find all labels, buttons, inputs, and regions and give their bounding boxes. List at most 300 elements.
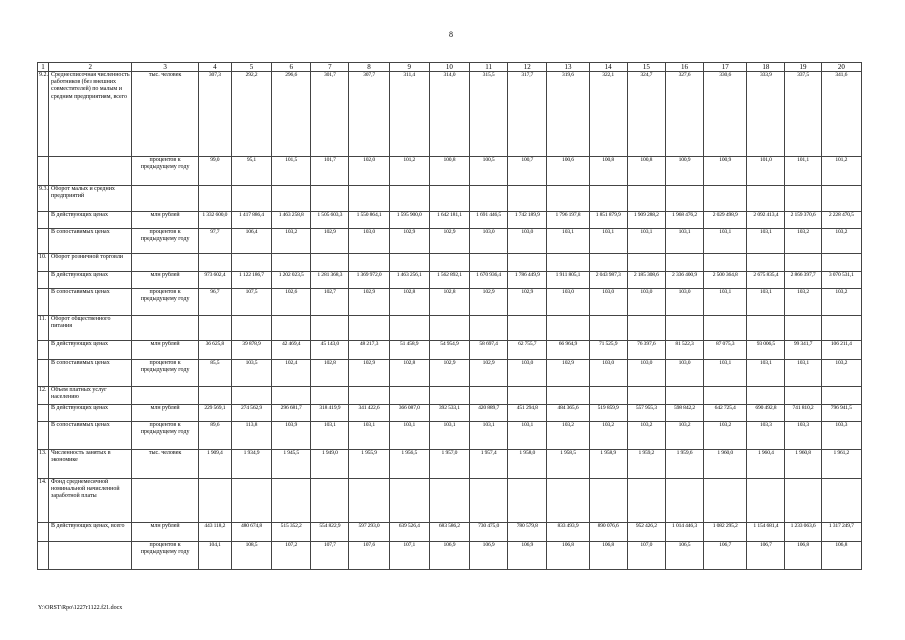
value-cell: 103,2: [704, 422, 747, 450]
value-cell: 39 878,9: [231, 341, 271, 360]
value-cell: [747, 387, 785, 405]
row-unit: тыс. человек: [132, 450, 198, 479]
value-cell: 102,9: [349, 289, 389, 316]
value-cell: [470, 316, 508, 341]
value-cell: 1 670 936,4: [470, 272, 508, 289]
value-cell: 42 469,4: [272, 341, 311, 360]
value-cell: 106,9: [429, 542, 469, 570]
value-cell: 307,3: [198, 72, 231, 157]
value-cell: 1 154 681,4: [747, 523, 785, 542]
row-label: В действующих ценах: [49, 405, 132, 422]
value-cell: 102,9: [311, 229, 349, 254]
value-cell: 100,8: [429, 157, 469, 186]
value-cell: 330,6: [704, 72, 747, 157]
value-cell: 1 851 879,9: [589, 212, 627, 229]
value-cell: 2 336 400,9: [665, 272, 703, 289]
value-cell: [747, 186, 785, 212]
value-cell: [589, 186, 627, 212]
row-number: [38, 542, 49, 570]
value-cell: [349, 186, 389, 212]
value-cell: 102,9: [349, 360, 389, 387]
column-number: 19: [785, 63, 821, 72]
value-cell: 1 742 189,9: [508, 212, 547, 229]
row-number: [38, 523, 49, 542]
value-cell: 81 522,3: [665, 341, 703, 360]
value-cell: 103,1: [747, 229, 785, 254]
value-cell: 2 029 498,9: [704, 212, 747, 229]
row-number: [38, 341, 49, 360]
value-cell: 103,2: [589, 422, 627, 450]
value-cell: 71 525,9: [589, 341, 627, 360]
value-cell: [547, 479, 589, 523]
row-number: 9.2.: [38, 72, 49, 157]
row-label: В сопоставимых ценах: [49, 289, 132, 316]
value-cell: [429, 316, 469, 341]
value-cell: 1 956,5: [389, 450, 429, 479]
value-cell: 451 294,8: [508, 405, 547, 422]
value-cell: 76 397,6: [627, 341, 665, 360]
value-cell: 554 822,9: [311, 523, 349, 542]
value-cell: 1 796 197,8: [547, 212, 589, 229]
column-number: 18: [747, 63, 785, 72]
row-label: [49, 157, 132, 186]
value-cell: 102,9: [470, 360, 508, 387]
value-cell: 1 595 900,0: [389, 212, 429, 229]
value-cell: 1 949,0: [311, 450, 349, 479]
column-number: 14: [589, 63, 627, 72]
row-number: [38, 229, 49, 254]
column-header-row: [38, 63, 862, 72]
value-cell: [389, 387, 429, 405]
value-cell: [665, 387, 703, 405]
value-cell: 103,0: [589, 289, 627, 316]
value-cell: 833 493,9: [547, 523, 589, 542]
value-cell: 102,9: [508, 289, 547, 316]
value-cell: 1 968 476,2: [665, 212, 703, 229]
value-cell: 36 625,8: [198, 341, 231, 360]
value-cell: 480 674,8: [231, 523, 271, 542]
value-cell: 1 911 805,1: [547, 272, 589, 289]
value-cell: 1 957,4: [470, 450, 508, 479]
value-cell: 66 964,9: [547, 341, 589, 360]
value-cell: 103,1: [589, 229, 627, 254]
value-cell: 103,1: [704, 360, 747, 387]
value-cell: 102,9: [429, 229, 469, 254]
row-unit: процентов к предыдущему году: [132, 289, 198, 316]
value-cell: 103,3: [747, 422, 785, 450]
value-cell: [231, 186, 271, 212]
value-cell: [231, 254, 271, 272]
value-cell: [198, 387, 231, 405]
value-cell: 104,1: [198, 542, 231, 570]
table-row: [38, 523, 862, 542]
table-row: [38, 360, 862, 387]
value-cell: 106,5: [665, 542, 703, 570]
value-cell: [747, 479, 785, 523]
value-cell: 93 006,5: [747, 341, 785, 360]
value-cell: 484 365,6: [547, 405, 589, 422]
value-cell: 229 569,1: [198, 405, 231, 422]
table-row: [38, 542, 862, 570]
value-cell: 292,2: [231, 72, 271, 157]
value-cell: 99 341,7: [785, 341, 821, 360]
value-cell: 392 533,1: [429, 405, 469, 422]
value-cell: 100,9: [704, 157, 747, 186]
value-cell: 103,0: [470, 229, 508, 254]
value-cell: [704, 387, 747, 405]
value-cell: 100,9: [665, 157, 703, 186]
value-cell: 89,6: [198, 422, 231, 450]
value-cell: 103,2: [785, 229, 821, 254]
value-cell: 103,0: [665, 360, 703, 387]
row-label: [49, 542, 132, 570]
row-number: 9.3.: [38, 186, 49, 212]
value-cell: 683 586,2: [429, 523, 469, 542]
value-cell: 103,0: [508, 360, 547, 387]
row-label: В сопоставимых ценах: [49, 229, 132, 254]
value-cell: 322,1: [589, 72, 627, 157]
value-cell: 890 076,6: [589, 523, 627, 542]
row-label: Среднесписочная численность работников (без внешних совместителей) по малым и средним предприятиям, всего: [49, 72, 132, 157]
value-cell: 113,8: [231, 422, 271, 450]
row-unit: [132, 387, 198, 405]
column-number: 12: [508, 63, 547, 72]
value-cell: [704, 186, 747, 212]
value-cell: 102,9: [429, 360, 469, 387]
column-number: 10: [429, 63, 469, 72]
value-cell: 1 122 186,7: [231, 272, 271, 289]
row-label: В действующих ценах, всего: [49, 523, 132, 542]
value-cell: 45 143,0: [311, 341, 349, 360]
value-cell: [785, 254, 821, 272]
value-cell: 102,8: [311, 360, 349, 387]
value-cell: [272, 186, 311, 212]
value-cell: [704, 479, 747, 523]
value-cell: 106,8: [589, 542, 627, 570]
row-unit: процентов к предыдущему году: [132, 229, 198, 254]
row-unit: млн рублей: [132, 341, 198, 360]
value-cell: 100,5: [470, 157, 508, 186]
value-cell: 103,5: [231, 360, 271, 387]
value-cell: [508, 254, 547, 272]
value-cell: [627, 387, 665, 405]
row-unit: процентов к предыдущему году: [132, 157, 198, 186]
value-cell: 1 909,4: [198, 450, 231, 479]
value-cell: [198, 479, 231, 523]
value-cell: 1 417 886,4: [231, 212, 271, 229]
value-cell: 324,7: [627, 72, 665, 157]
value-cell: [231, 387, 271, 405]
value-cell: 780 579,8: [508, 523, 547, 542]
value-cell: 102,9: [389, 229, 429, 254]
table-row: [38, 289, 862, 316]
value-cell: 96,7: [198, 289, 231, 316]
value-cell: 333,9: [747, 72, 785, 157]
value-cell: 102,9: [547, 360, 589, 387]
value-cell: 95,1: [231, 157, 271, 186]
value-cell: 1 550 864,1: [349, 212, 389, 229]
value-cell: 1 642 181,1: [429, 212, 469, 229]
row-label: В сопоставимых ценах: [49, 422, 132, 450]
row-label: Численность занятых в экономике: [49, 450, 132, 479]
value-cell: 1 332 600,0: [198, 212, 231, 229]
row-unit: млн рублей: [132, 523, 198, 542]
value-cell: 107,7: [311, 542, 349, 570]
value-cell: 515 352,2: [272, 523, 311, 542]
value-cell: 101,1: [785, 157, 821, 186]
row-label: Объем платных услуг населению: [49, 387, 132, 405]
value-cell: 103,3: [821, 422, 861, 450]
value-cell: [349, 316, 389, 341]
row-unit: [132, 186, 198, 212]
value-cell: 106 211,4: [821, 341, 861, 360]
row-number: [38, 422, 49, 450]
row-unit: процентов к предыдущему году: [132, 422, 198, 450]
value-cell: 296,6: [272, 72, 311, 157]
value-cell: 103,1: [508, 422, 547, 450]
value-cell: 102,0: [349, 157, 389, 186]
value-cell: 103,1: [785, 360, 821, 387]
value-cell: 2 500 364,8: [704, 272, 747, 289]
value-cell: 598 842,2: [665, 405, 703, 422]
value-cell: 103,1: [627, 229, 665, 254]
value-cell: [349, 387, 389, 405]
value-cell: [272, 254, 311, 272]
value-cell: [508, 186, 547, 212]
value-cell: 103,2: [547, 422, 589, 450]
value-cell: 97,7: [198, 229, 231, 254]
value-cell: 103,1: [704, 229, 747, 254]
value-cell: 2 043 987,3: [589, 272, 627, 289]
value-cell: 315,5: [470, 72, 508, 157]
value-cell: 103,1: [665, 229, 703, 254]
value-cell: [231, 479, 271, 523]
value-cell: 48 217,3: [349, 341, 389, 360]
row-label: В действующих ценах: [49, 272, 132, 289]
value-cell: 102,8: [389, 289, 429, 316]
value-cell: 314,0: [429, 72, 469, 157]
column-number: 9: [389, 63, 429, 72]
table-row: [38, 341, 862, 360]
value-cell: [785, 186, 821, 212]
value-cell: 1 960,4: [747, 450, 785, 479]
value-cell: 642 725,4: [704, 405, 747, 422]
value-cell: 103,1: [547, 229, 589, 254]
value-cell: [231, 316, 271, 341]
row-label: В сопоставимых ценах: [49, 360, 132, 387]
row-unit: процентов к предыдущему году: [132, 360, 198, 387]
value-cell: [429, 387, 469, 405]
value-cell: 87 075,3: [704, 341, 747, 360]
row-number: 11.: [38, 316, 49, 341]
value-cell: 341,6: [821, 72, 861, 157]
value-cell: [547, 316, 589, 341]
row-label: Оборот общественного питания: [49, 316, 132, 341]
value-cell: 952 426,2: [627, 523, 665, 542]
value-cell: [589, 387, 627, 405]
value-cell: 1 369 972,0: [349, 272, 389, 289]
column-number: 13: [547, 63, 589, 72]
column-number: 15: [627, 63, 665, 72]
value-cell: [508, 316, 547, 341]
value-cell: 1 202 023,5: [272, 272, 311, 289]
row-label: Оборот малых и средних предприятий: [49, 186, 132, 212]
value-cell: [785, 479, 821, 523]
table-row: [38, 72, 862, 157]
value-cell: [470, 479, 508, 523]
table-row: [38, 405, 862, 422]
value-cell: 1 691 446,5: [470, 212, 508, 229]
value-cell: 103,2: [627, 422, 665, 450]
table-row: [38, 422, 862, 450]
row-unit: [132, 254, 198, 272]
forecast-table: [37, 62, 862, 570]
value-cell: 62 755,7: [508, 341, 547, 360]
value-cell: [627, 479, 665, 523]
value-cell: 1 959,2: [627, 450, 665, 479]
value-cell: [311, 387, 349, 405]
row-number: [38, 272, 49, 289]
value-cell: 103,2: [785, 289, 821, 316]
value-cell: 1 233 063,6: [785, 523, 821, 542]
value-cell: [785, 316, 821, 341]
value-cell: 730 475,0: [470, 523, 508, 542]
value-cell: [349, 479, 389, 523]
column-number: 16: [665, 63, 703, 72]
value-cell: 106,8: [821, 542, 861, 570]
value-cell: 101,2: [821, 157, 861, 186]
value-cell: [821, 254, 861, 272]
value-cell: [349, 254, 389, 272]
value-cell: 103,0: [547, 289, 589, 316]
value-cell: 1 960,8: [785, 450, 821, 479]
value-cell: 106,8: [785, 542, 821, 570]
row-label: Оборот розничной торговли: [49, 254, 132, 272]
row-label: Фонд среднемесячной номинальной начисленной заработной платы: [49, 479, 132, 523]
value-cell: [272, 387, 311, 405]
value-cell: 317,7: [508, 72, 547, 157]
table-row: [38, 157, 862, 186]
value-cell: 1 958,5: [547, 450, 589, 479]
value-cell: 103,2: [821, 229, 861, 254]
value-cell: 107,5: [231, 289, 271, 316]
value-cell: 2 675 835,4: [747, 272, 785, 289]
value-cell: 1 281 368,3: [311, 272, 349, 289]
table-row: [38, 450, 862, 479]
value-cell: 1 082 295,2: [704, 523, 747, 542]
value-cell: 103,3: [785, 422, 821, 450]
value-cell: 100,8: [627, 157, 665, 186]
value-cell: 690 492,8: [747, 405, 785, 422]
value-cell: [508, 479, 547, 523]
value-cell: 85,5: [198, 360, 231, 387]
value-cell: 103,0: [627, 360, 665, 387]
value-cell: 1 960,0: [704, 450, 747, 479]
table-row: [38, 479, 862, 523]
value-cell: 597 293,0: [349, 523, 389, 542]
value-cell: 1 463 256,1: [389, 272, 429, 289]
value-cell: [389, 254, 429, 272]
value-cell: [198, 254, 231, 272]
row-label: В действующих ценах: [49, 341, 132, 360]
value-cell: 103,1: [429, 422, 469, 450]
value-cell: [589, 254, 627, 272]
value-cell: 366 087,0: [389, 405, 429, 422]
column-number: 6: [272, 63, 311, 72]
row-number: [38, 405, 49, 422]
value-cell: [272, 316, 311, 341]
row-number: [38, 157, 49, 186]
column-number: 17: [704, 63, 747, 72]
value-cell: 103,0: [349, 229, 389, 254]
value-cell: [470, 186, 508, 212]
column-number: 11: [470, 63, 508, 72]
row-unit: тыс. человек: [132, 72, 198, 157]
value-cell: [429, 254, 469, 272]
value-cell: 101,2: [389, 157, 429, 186]
value-cell: 103,0: [589, 360, 627, 387]
table-row: [38, 229, 862, 254]
column-number: 1: [38, 63, 49, 72]
row-number: [38, 212, 49, 229]
value-cell: 103,1: [470, 422, 508, 450]
value-cell: 103,1: [311, 422, 349, 450]
value-cell: 319,6: [547, 72, 589, 157]
value-cell: 107,6: [349, 542, 389, 570]
value-cell: 1 786 449,9: [508, 272, 547, 289]
value-cell: [429, 479, 469, 523]
value-cell: 341 422,6: [349, 405, 389, 422]
value-cell: [311, 479, 349, 523]
table-row: [38, 316, 862, 341]
value-cell: [311, 316, 349, 341]
value-cell: 1 014 446,3: [665, 523, 703, 542]
value-cell: 58 697,4: [470, 341, 508, 360]
value-cell: [665, 316, 703, 341]
value-cell: [665, 186, 703, 212]
row-unit: млн рублей: [132, 405, 198, 422]
value-cell: 101,0: [747, 157, 785, 186]
value-cell: 103,0: [665, 289, 703, 316]
value-cell: [198, 316, 231, 341]
row-number: 14.: [38, 479, 49, 523]
value-cell: 54 954,9: [429, 341, 469, 360]
table-row: [38, 212, 862, 229]
row-unit: [132, 479, 198, 523]
value-cell: 103,1: [389, 422, 429, 450]
value-cell: 1 961,2: [821, 450, 861, 479]
value-cell: 307,7: [349, 72, 389, 157]
value-cell: [665, 479, 703, 523]
value-cell: 103,1: [747, 289, 785, 316]
value-cell: 1 955,9: [349, 450, 389, 479]
value-cell: 327,6: [665, 72, 703, 157]
table-row: [38, 254, 862, 272]
value-cell: 103,1: [704, 289, 747, 316]
value-cell: 1 562 892,1: [429, 272, 469, 289]
value-cell: 102,7: [311, 289, 349, 316]
row-number: [38, 360, 49, 387]
value-cell: [627, 186, 665, 212]
table-row: [38, 186, 862, 212]
value-cell: 102,8: [429, 289, 469, 316]
value-cell: [704, 254, 747, 272]
value-cell: [547, 186, 589, 212]
column-number: 4: [198, 63, 231, 72]
value-cell: [198, 186, 231, 212]
row-number: 10.: [38, 254, 49, 272]
value-cell: 2 092 413,4: [747, 212, 785, 229]
